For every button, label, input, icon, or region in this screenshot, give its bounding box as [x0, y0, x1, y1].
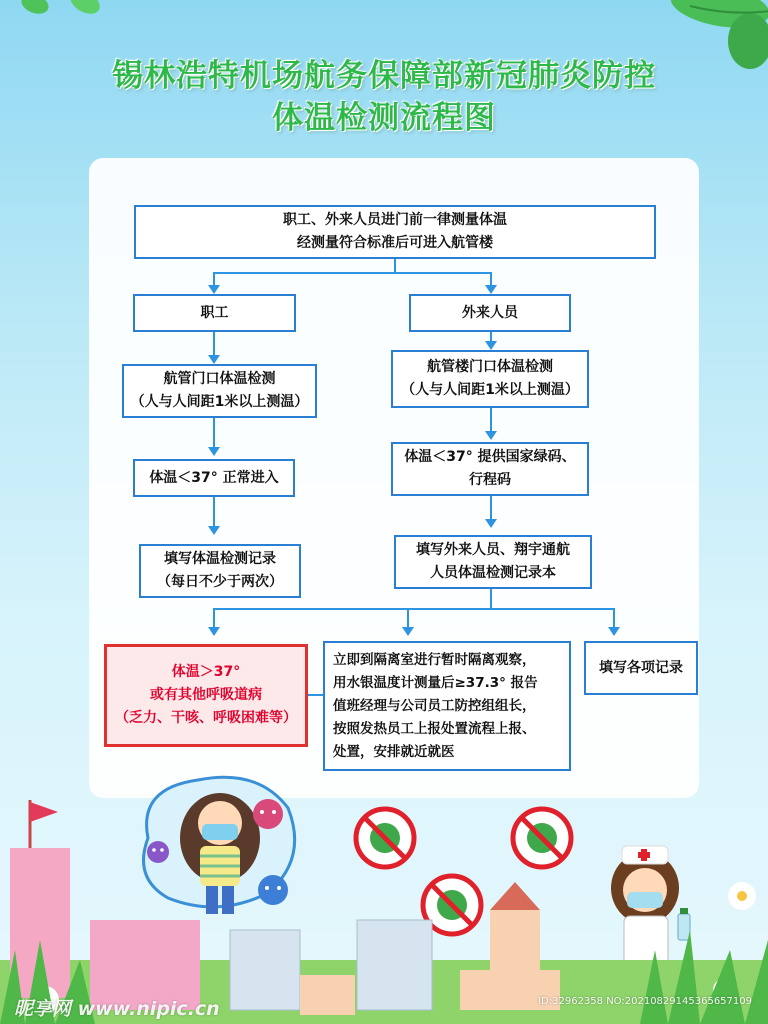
visitor-record-line2: 人员体温检测记录本	[430, 565, 556, 581]
connector	[213, 497, 215, 527]
arrow-down-icon	[208, 526, 220, 535]
isolation-line4: 按照发热员工上报处置流程上报、	[333, 720, 536, 737]
staff-check-line2: （人与人间距1米以上测温）	[130, 394, 309, 410]
arrow-down-icon	[402, 627, 414, 636]
image-id-text: ID:32962358 NO:20210829145365657109	[538, 996, 752, 1007]
connector	[394, 259, 396, 273]
connector	[213, 272, 215, 286]
page-title: 锡林浩特机场航务保障部新冠肺炎防控	[112, 58, 656, 94]
connector	[490, 496, 492, 520]
records-text: 填写各项记录	[599, 659, 683, 676]
visitor-check-line2: （人与人间距1米以上测温）	[401, 382, 579, 398]
arrow-down-icon	[485, 285, 497, 294]
visitor-normal-line2: 行程码	[469, 472, 511, 488]
visitor-normal-box	[391, 442, 589, 496]
staff-check-line1: 航管门口体温检测	[163, 371, 276, 387]
visitor-record-box	[394, 535, 592, 589]
visitor-normal-line1: 体温＜37° 提供国家绿码、	[404, 449, 576, 465]
entry-rule-box	[134, 205, 656, 259]
building-icon	[10, 848, 560, 1015]
town-scenery	[0, 800, 768, 1024]
fever-line3: （乏力、干咳、呼吸困难等）	[115, 710, 297, 726]
connector	[213, 608, 215, 628]
entry-rule-line2: 经测量符合标准后可进入航管楼	[297, 235, 493, 251]
connector	[213, 332, 215, 356]
arrow-down-icon	[485, 519, 497, 528]
fever-line1: 体温＞37°	[171, 664, 241, 680]
visitor-check-box	[391, 350, 589, 408]
staff-record-line1: 填写体温检测记录	[164, 551, 276, 567]
arrow-down-icon	[208, 285, 220, 294]
visitor-label: 外来人员	[462, 304, 518, 321]
staff-label-box	[133, 294, 296, 332]
staff-record-box	[139, 544, 301, 598]
arrow-down-icon	[208, 447, 220, 456]
arrow-down-icon	[485, 431, 497, 440]
connector	[490, 408, 492, 432]
connector	[308, 694, 324, 696]
connector	[613, 608, 615, 628]
isolation-line1: 立即到隔离室进行暂时隔离观察，	[333, 651, 536, 668]
isolation-procedure-box	[323, 641, 571, 771]
entry-rule-line1: 职工、外来人员进门前一律测量体温	[283, 212, 507, 228]
staff-normal-box	[133, 459, 295, 497]
connector	[213, 608, 615, 610]
arrow-down-icon	[208, 355, 220, 364]
staff-check-box	[122, 364, 317, 418]
isolation-line5: 处置，安排就近就医	[333, 743, 455, 760]
staff-record-line2: （每日不少于两次）	[157, 574, 283, 590]
leaf-icon	[0, 0, 110, 30]
connector	[213, 418, 215, 448]
connector	[490, 589, 492, 609]
watermark: 昵享网 www.nipic.cn	[14, 998, 220, 1020]
records-box	[584, 641, 698, 695]
staff-label: 职工	[200, 304, 229, 321]
arrow-down-icon	[208, 627, 220, 636]
fever-alert-box	[104, 644, 308, 747]
isolation-line3: 值班经理与公司员工防控组组长，	[333, 697, 536, 714]
visitor-check-line1: 航管楼门口体温检测	[427, 359, 553, 375]
staff-normal-text: 体温＜37° 正常进入	[149, 469, 279, 486]
isolation-line2: 用水银温度计测量后≥37.3° 报告	[333, 674, 538, 691]
fever-line2: 或有其他呼吸道病	[150, 687, 262, 703]
arrow-down-icon	[608, 627, 620, 636]
connector	[213, 272, 492, 274]
visitor-label-box	[409, 294, 571, 332]
visitor-record-line1: 填写外来人员、翔宇通航	[416, 542, 570, 558]
page-subtitle: 体温检测流程图	[272, 100, 496, 136]
arrow-down-icon	[485, 341, 497, 350]
connector	[407, 608, 409, 628]
connector	[490, 272, 492, 286]
